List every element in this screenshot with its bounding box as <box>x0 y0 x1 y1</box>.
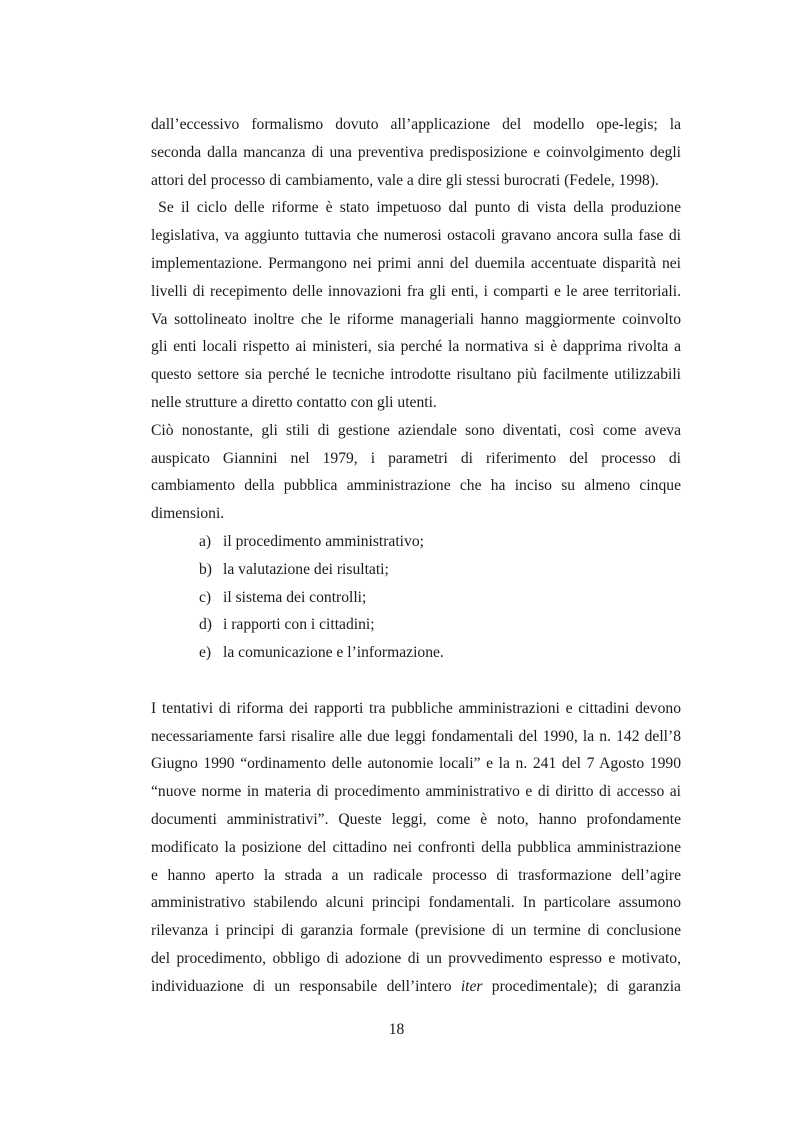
list-item-text: il sistema dei controlli; <box>223 588 367 606</box>
list-marker: e) <box>199 644 212 662</box>
text-line: livelli di recepimento delle innovazioni fra gli enti, i comparti e le aree territoriali. <box>151 282 681 300</box>
text-line: documenti amministrativi”. Queste leggi, come è noto, hanno profondamente <box>151 810 681 828</box>
list-item <box>151 584 681 612</box>
page-number: 18 <box>388 1021 405 1038</box>
text-line: dall’eccessivo formalismo dovuto all’applicazione del modello ope-legis; la <box>151 116 681 133</box>
list-item <box>151 556 681 584</box>
text-line: del procedimento, obbligo di adozione di un provvedimento espresso e motivato, <box>151 949 681 967</box>
paragraph-2 <box>151 194 681 416</box>
paragraph-spacer <box>151 667 681 695</box>
list-marker: d) <box>199 616 212 634</box>
list-item-text: la comunicazione e l’informazione. <box>223 644 444 662</box>
text-line: rilevanza i principi di garanzia formale (previsione di un termine di conclusione <box>151 922 681 940</box>
text-line <box>151 973 681 1001</box>
list-item <box>151 528 681 556</box>
text-line: cambiamento della pubblica amministrazione che ha inciso su almeno cinque <box>151 477 681 495</box>
text-segment: individuazione di un responsabile dell’intero <box>151 977 461 995</box>
text-line: nelle strutture a diretto contatto con gli utenti. <box>151 393 437 411</box>
text-line: gli enti locali rispetto ai ministeri, sia perché la normativa si è dapprima rivolta a <box>151 338 681 356</box>
dimension-list <box>151 528 681 667</box>
text-segment: procedimentale); di garanzia <box>482 977 681 995</box>
list-marker: b) <box>199 560 212 578</box>
paragraph-1 <box>151 111 681 194</box>
text-line: attori del processo di cambiamento, vale a dire gli stessi burocrati (Fedele, 1998). <box>151 171 659 189</box>
text-line: Ciò nonostante, gli stili di gestione aziendale sono diventati, così come aveva <box>151 421 681 439</box>
paragraph-4 <box>151 695 681 1001</box>
paragraph-3 <box>151 417 681 528</box>
text-line: amministrativo stabilendo alcuni principi fondamentali. In particolare assumono <box>151 894 681 912</box>
text-line: implementazione. Permangono nei primi anni del duemila accentuate disparità nei <box>151 254 681 272</box>
page-body <box>151 111 681 1001</box>
list-item-text: la valutazione dei risultati; <box>223 560 389 578</box>
list-marker: c) <box>199 588 212 606</box>
list-item <box>151 611 681 639</box>
text-line: I tentativi di riforma dei rapporti tra pubbliche amministrazioni e cittadini devono <box>151 699 681 717</box>
text-line: Se il ciclo delle riforme è stato impetuoso dal punto di vista della produzione <box>151 199 681 217</box>
text-line: “nuove norme in materia di procedimento amministrativo e di diritto di accesso ai <box>151 783 681 801</box>
text-line: Giugno 1990 “ordinamento delle autonomie locali” e la n. 241 del 7 Agosto 1990 <box>151 755 681 773</box>
list-item <box>151 639 681 667</box>
text-line: auspicato Giannini nel 1979, i parametri di riferimento del processo di <box>151 449 681 467</box>
text-line: modificato la posizione del cittadino nei confronti della pubblica amministrazione <box>151 838 681 856</box>
italic-term: iter <box>460 977 483 995</box>
list-item-text: il procedimento amministrativo; <box>223 532 424 550</box>
list-item-text: i rapporti con i cittadini; <box>223 616 375 634</box>
text-line: legislativa, va aggiunto tuttavia che numerosi ostacoli gravano ancora sulla fase di <box>151 227 681 245</box>
list-marker: a) <box>199 532 212 550</box>
text-line: seconda dalla mancanza di una preventiva predisposizione e coinvolgimento degli <box>151 143 681 161</box>
text-line: dimensioni. <box>151 505 225 523</box>
text-line: questo settore sia perché le tecniche introdotte risultano più facilmente utilizzabili <box>151 366 681 384</box>
text-line: necessariamente farsi risalire alle due leggi fondamentali del 1990, la n. 142 dell’8 <box>151 727 681 745</box>
text-line: e hanno aperto la strada a un radicale processo di trasformazione dell’agire <box>151 866 681 884</box>
text-line: Va sottolineato inoltre che le riforme manageriali hanno maggiormente coinvolto <box>151 310 681 328</box>
